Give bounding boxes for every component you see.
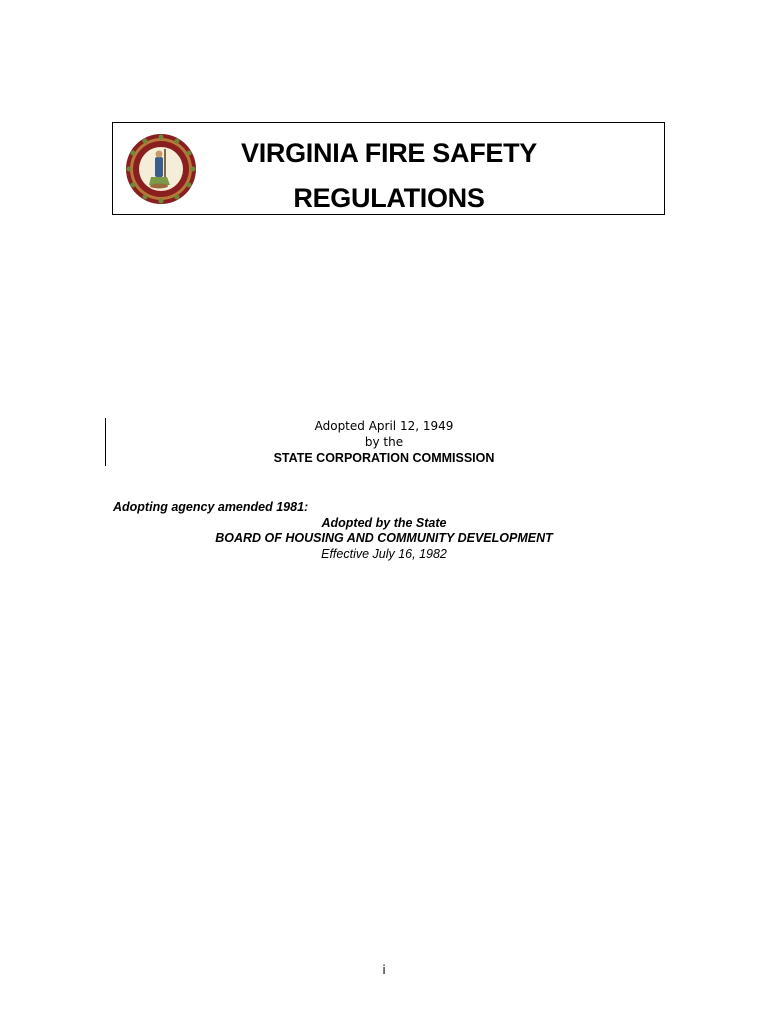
title-line-2: REGULATIONS	[293, 183, 485, 213]
amendment-effective-date: Effective July 16, 1982	[321, 547, 447, 561]
title-line-1: VIRGINIA FIRE SAFETY	[240, 138, 538, 168]
adopting-agency: STATE CORPORATION COMMISSION	[273, 451, 495, 465]
page-number: i	[382, 963, 386, 977]
title-box	[112, 122, 665, 215]
adoption-date: Adopted April 12, 1949	[314, 419, 454, 433]
adoption-by-line: by the	[364, 435, 404, 449]
amendment-board: BOARD OF HOUSING AND COMMUNITY DEVELOPMENT	[215, 531, 553, 545]
amendment-adopted-by: Adopted by the State	[321, 516, 447, 530]
amendment-heading: Adopting agency amended 1981:	[113, 500, 309, 514]
document-title	[213, 131, 565, 221]
virginia-state-seal-icon	[125, 133, 197, 205]
